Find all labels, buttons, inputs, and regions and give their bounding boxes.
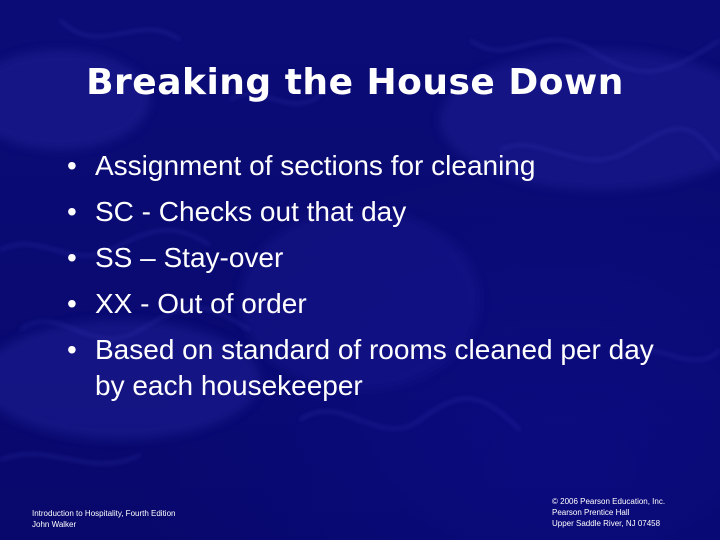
footer-copyright-line: © 2006 Pearson Education, Inc. xyxy=(552,497,666,506)
bullet-item xyxy=(67,240,687,276)
bullet-list xyxy=(67,148,687,414)
bullet-text: Assignment of sections for cleaning xyxy=(95,150,536,181)
footer-address: Upper Saddle River, NJ 07458 xyxy=(552,519,661,528)
bullet-item xyxy=(67,148,687,184)
footer-publisher: Pearson Prentice Hall xyxy=(552,508,630,517)
bullet-icon: • xyxy=(67,288,77,319)
bullet-icon: • xyxy=(67,242,77,273)
bullet-text: SC - Checks out that day xyxy=(95,196,407,227)
bullet-text: XX - Out of order xyxy=(95,288,307,319)
footer-book-title: Introduction to Hospitality, Fourth Edition xyxy=(32,509,176,518)
bullet-item xyxy=(67,194,687,230)
bullet-text: SS – Stay-over xyxy=(95,242,284,273)
bullet-text: Based on standard of rooms cleaned per day by each housekeeper xyxy=(95,334,654,401)
bullet-item xyxy=(67,286,687,322)
footer-book-credit xyxy=(32,508,175,530)
footer-author: John Walker xyxy=(32,520,77,529)
bullet-icon: • xyxy=(67,196,77,227)
bullet-item xyxy=(67,332,687,404)
footer-copyright xyxy=(552,496,665,529)
bullet-icon: • xyxy=(67,150,77,181)
bullet-icon: • xyxy=(67,334,77,365)
slide-title: Breaking the House Down xyxy=(86,62,624,103)
